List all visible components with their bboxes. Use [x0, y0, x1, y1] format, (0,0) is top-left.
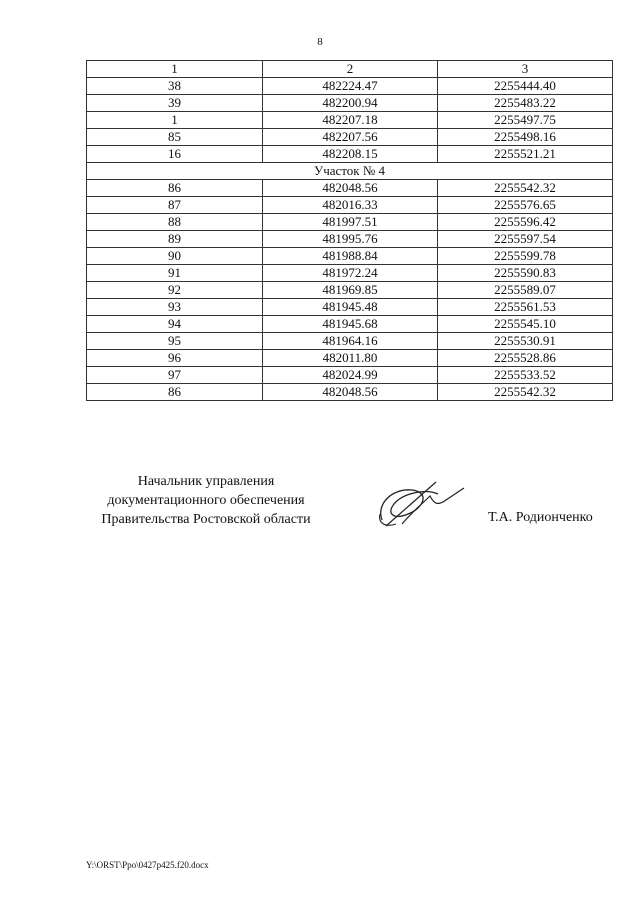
coordinate-x-cell: 482011.80 [263, 350, 438, 367]
coordinate-y-cell: 2255497.75 [438, 112, 613, 129]
coordinate-x-cell: 482048.56 [263, 180, 438, 197]
table-row [87, 214, 613, 231]
table-row [87, 265, 613, 282]
coordinate-y-cell: 2255521.21 [438, 146, 613, 163]
coordinate-y-cell: 2255589.07 [438, 282, 613, 299]
signatory-title [86, 472, 326, 529]
coordinate-x-cell: 481945.68 [263, 316, 438, 333]
coordinate-x-cell: 482207.18 [263, 112, 438, 129]
point-number-cell: 88 [87, 214, 263, 231]
coordinate-x-cell: 481972.24 [263, 265, 438, 282]
table-row [87, 197, 613, 214]
table-row [87, 316, 613, 333]
table-row [87, 180, 613, 197]
table-row [87, 248, 613, 265]
signatory-title-line: Правительства Ростовской области [101, 512, 311, 527]
point-number-cell: 89 [87, 231, 263, 248]
table-row [87, 282, 613, 299]
section-row [87, 163, 613, 180]
coordinate-x-cell: 481964.16 [263, 333, 438, 350]
table-header-row [87, 61, 613, 78]
coordinate-x-cell: 481995.76 [263, 231, 438, 248]
coordinate-x-cell: 481969.85 [263, 282, 438, 299]
point-number-cell: 92 [87, 282, 263, 299]
point-number-cell: 1 [87, 112, 263, 129]
point-number-cell: 91 [87, 265, 263, 282]
coordinate-x-cell: 481945.48 [263, 299, 438, 316]
coordinate-y-cell: 2255590.83 [438, 265, 613, 282]
column-header: 3 [438, 61, 613, 78]
coordinate-x-cell: 481997.51 [263, 214, 438, 231]
table-row [87, 384, 613, 401]
table-row [87, 112, 613, 129]
point-number-cell: 95 [87, 333, 263, 350]
point-number-cell: 39 [87, 95, 263, 112]
signatory-name: Т.А. Родионченко [488, 510, 593, 525]
coordinate-y-cell: 2255596.42 [438, 214, 613, 231]
table-row [87, 299, 613, 316]
coordinate-x-cell: 482016.33 [263, 197, 438, 214]
coordinates-table [86, 60, 613, 401]
signatory-title-line: документационного обеспечения [107, 493, 305, 508]
page-number: 8 [317, 36, 323, 48]
table-row [87, 95, 613, 112]
point-number-cell: 90 [87, 248, 263, 265]
coordinate-y-cell: 2255498.16 [438, 129, 613, 146]
coordinate-y-cell: 2255530.91 [438, 333, 613, 350]
coordinate-x-cell: 481988.84 [263, 248, 438, 265]
point-number-cell: 96 [87, 350, 263, 367]
table-row [87, 146, 613, 163]
table-row [87, 333, 613, 350]
coordinate-y-cell: 2255528.86 [438, 350, 613, 367]
column-header: 1 [87, 61, 263, 78]
table-row [87, 129, 613, 146]
section-label: Участок № 4 [87, 163, 613, 180]
coordinate-x-cell: 482207.56 [263, 129, 438, 146]
table-row [87, 350, 613, 367]
coordinate-x-cell: 482024.99 [263, 367, 438, 384]
coordinate-x-cell: 482224.47 [263, 78, 438, 95]
point-number-cell: 86 [87, 384, 263, 401]
point-number-cell: 87 [87, 197, 263, 214]
coordinate-x-cell: 482208.15 [263, 146, 438, 163]
coordinate-y-cell: 2255545.10 [438, 316, 613, 333]
coordinate-x-cell: 482048.56 [263, 384, 438, 401]
coordinate-y-cell: 2255483.22 [438, 95, 613, 112]
point-number-cell: 93 [87, 299, 263, 316]
coordinate-y-cell: 2255533.52 [438, 367, 613, 384]
point-number-cell: 16 [87, 146, 263, 163]
signatory-title-line: Начальник управления [137, 474, 275, 489]
column-header: 2 [263, 61, 438, 78]
coordinate-y-cell: 2255597.54 [438, 231, 613, 248]
coordinate-y-cell: 2255542.32 [438, 180, 613, 197]
coordinate-y-cell: 2255542.32 [438, 384, 613, 401]
point-number-cell: 86 [87, 180, 263, 197]
document-file-path: Y:\ORST\Ppo\0427p425.f20.docx [86, 860, 209, 870]
point-number-cell: 94 [87, 316, 263, 333]
coordinate-y-cell: 2255444.40 [438, 78, 613, 95]
table-row [87, 231, 613, 248]
coordinate-y-cell: 2255561.53 [438, 299, 613, 316]
coordinate-x-cell: 482200.94 [263, 95, 438, 112]
point-number-cell: 85 [87, 129, 263, 146]
handwritten-signature [372, 474, 468, 538]
table-row [87, 367, 613, 384]
coordinate-y-cell: 2255576.65 [438, 197, 613, 214]
coordinate-y-cell: 2255599.78 [438, 248, 613, 265]
point-number-cell: 38 [87, 78, 263, 95]
table-row [87, 78, 613, 95]
point-number-cell: 97 [87, 367, 263, 384]
